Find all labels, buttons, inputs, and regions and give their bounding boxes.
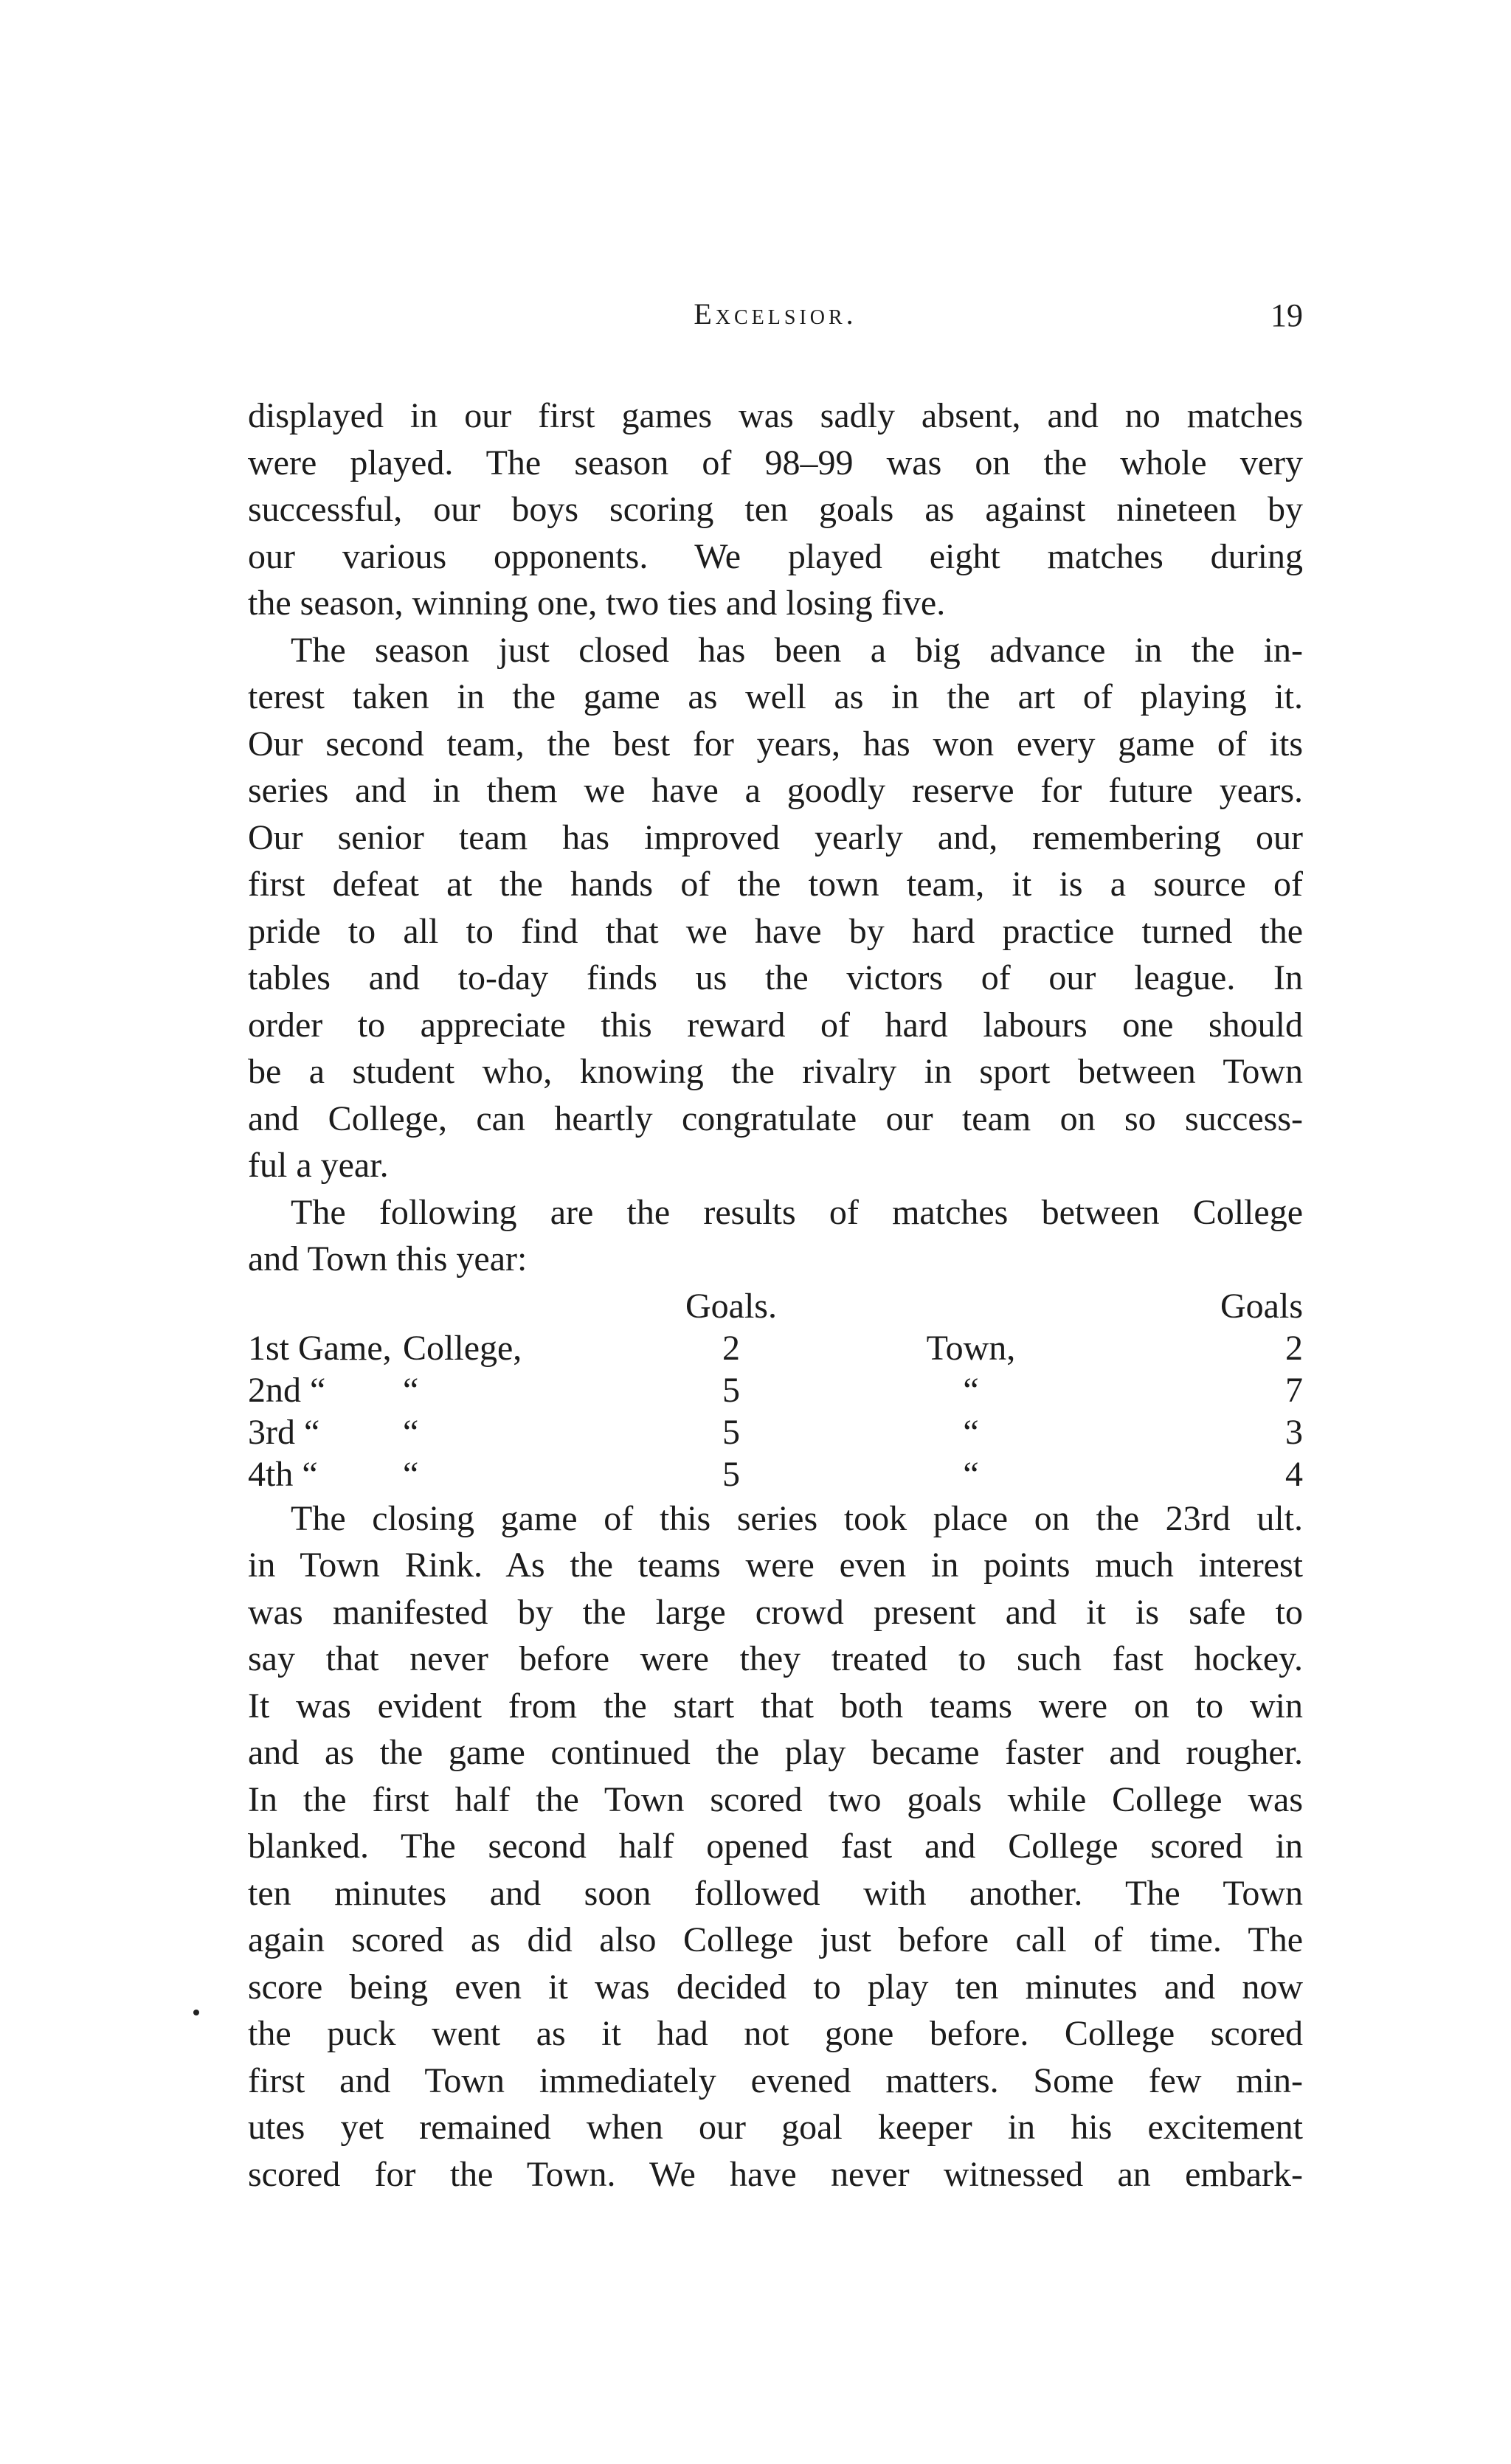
text-line: blanked. The second half opened fast and College scored in [248, 1827, 1303, 1866]
text-line: pride to all to find that we have by hard practice turned the [248, 911, 1303, 951]
town-cell: “ [963, 1370, 979, 1410]
text-line: The closing game of this series took place on the 23rd ult. [291, 1498, 1303, 1538]
text-line: were played. The season of 98–99 was on the whole very [248, 443, 1303, 482]
college-goals-cell: 5 [722, 1454, 740, 1494]
text-line: the puck went as it had not gone before. College scored [248, 2014, 1303, 2053]
text-line: The following are the results of matches between College [291, 1192, 1303, 1232]
text-line: be a student who, knowing the rivalry in sport between Town [248, 1052, 1303, 1091]
table-row [248, 1327, 1303, 1369]
text-line: again scored as did also College just before call of time. The [248, 1920, 1303, 1959]
college-goals-header: Goals. [685, 1286, 777, 1326]
town-goals-cell: 4 [1285, 1454, 1303, 1494]
text-line: scored for the Town. We have never witnessed an embark- [248, 2154, 1303, 2194]
text-line: first and Town immediately evened matters. Some few min- [248, 2060, 1303, 2100]
town-cell: “ [963, 1454, 979, 1494]
page-number: 19 [1270, 297, 1303, 333]
body-text [248, 392, 1303, 2198]
table-row [248, 1411, 1303, 1453]
game-cell: 1st Game, [248, 1328, 392, 1368]
game-cell: 2nd “ [248, 1370, 326, 1410]
town-goals-cell: 7 [1285, 1370, 1303, 1410]
table-header-row [248, 1283, 1303, 1327]
text-line: first defeat at the hands of the town team, it is a source of [248, 865, 1303, 904]
match-results-table [248, 1283, 1303, 1495]
game-cell: 4th “ [248, 1454, 318, 1494]
paragraph-1 [248, 392, 1303, 627]
team-cell: College, [403, 1328, 522, 1368]
text-line: and College, can heartly congratulate our team on so success- [248, 1098, 1303, 1138]
text-line: our various opponents. We played eight matches during [248, 536, 1303, 576]
text-line: series and in them we have a goodly reserve for future years. [248, 771, 1303, 810]
text-line: ful a year. [248, 1146, 389, 1185]
text-line: It was evident from the start that both teams were on to win [248, 1686, 1303, 1726]
running-head [248, 297, 1303, 341]
text-line: Our second team, the best for years, has won every game of its [248, 724, 1303, 764]
table-row [248, 1369, 1303, 1411]
town-goals-cell: 3 [1285, 1412, 1303, 1452]
text-line: score being even it was decided to play ten minutes and now [248, 1967, 1303, 2007]
game-cell: 3rd “ [248, 1412, 320, 1452]
text-line: The season just closed has been a big advance in the in- [291, 630, 1303, 670]
table-row [248, 1453, 1303, 1495]
text-line: order to appreciate this reward of hard labours one should [248, 1005, 1303, 1045]
paragraph-4 [248, 1495, 1303, 2198]
paragraph-2 [248, 627, 1303, 1189]
text-line: In the first half the Town scored two goals while College was [248, 1779, 1303, 1819]
text-line: displayed in our first games was sadly absent, and no matches [248, 396, 1303, 435]
table-header-cell [816, 1283, 1126, 1327]
text-line: and as the game continued the play became faster and rougher. [248, 1733, 1303, 1772]
team-cell: “ [403, 1370, 419, 1410]
text-line: and Town this year: [248, 1239, 528, 1278]
text-line: successful, our boys scoring ten goals as against nineteen by [248, 490, 1303, 529]
running-title: Excelsior. [694, 297, 857, 331]
text-line: Our senior team has improved yearly and, remembering our [248, 817, 1303, 857]
table-header-cell [403, 1283, 646, 1327]
college-goals-cell: 5 [722, 1370, 740, 1410]
team-cell: “ [403, 1412, 419, 1452]
town-cell: Town, [926, 1328, 1016, 1368]
text-line: terest taken in the game as well as in the art of playing it. [248, 677, 1303, 716]
town-goals-cell: 2 [1285, 1328, 1303, 1368]
text-line: utes yet remained when our goal keeper in his excitement [248, 2108, 1303, 2147]
table-header-cell [248, 1283, 403, 1327]
college-goals-cell: 5 [722, 1412, 740, 1452]
team-cell: “ [403, 1454, 419, 1494]
town-goals-header: Goals [1220, 1286, 1303, 1326]
text-line: in Town Rink. As the teams were even in points much interest [248, 1546, 1303, 1585]
text-line: tables and to-day finds us the victors of our league. In [248, 958, 1303, 997]
text-line: ten minutes and soon followed with another. The Town [248, 1873, 1303, 1913]
text-line: say that never before were they treated to such fast hockey. [248, 1639, 1303, 1678]
town-cell: “ [963, 1412, 979, 1452]
college-goals-cell: 2 [722, 1328, 740, 1368]
text-line: was manifested by the large crowd present and it is safe to [248, 1592, 1303, 1632]
margin-dot-mark [193, 2010, 199, 2015]
paragraph-3 [248, 1189, 1303, 1283]
text-line: the season, winning one, two ties and losing five. [248, 584, 946, 623]
